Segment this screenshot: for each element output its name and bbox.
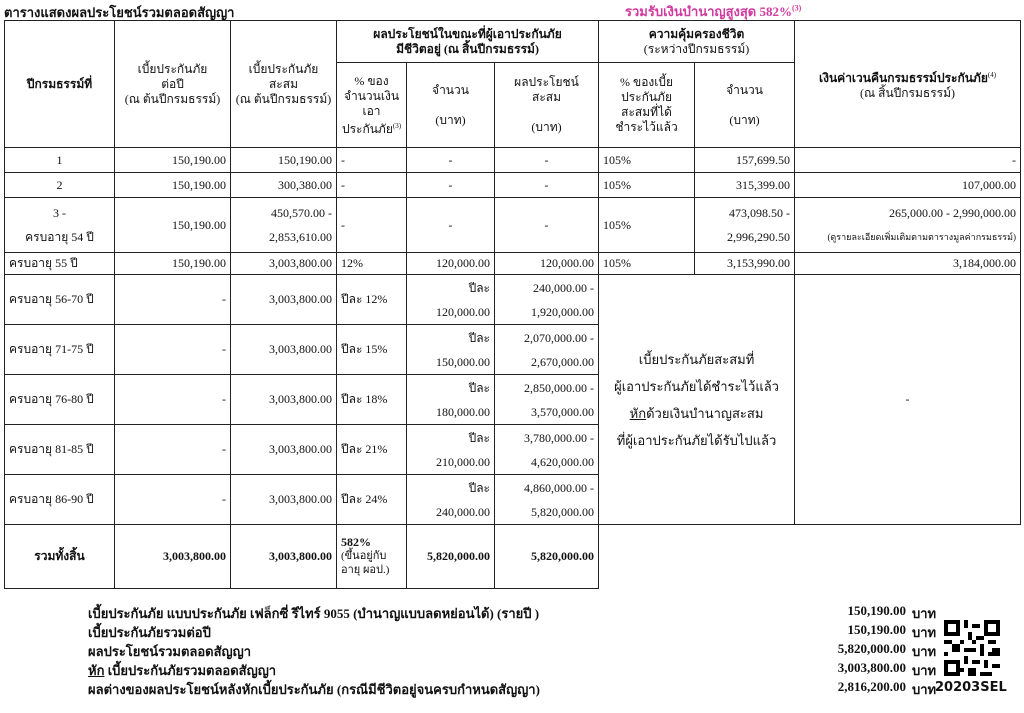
summary-unit: บาท xyxy=(912,625,937,640)
cell-year: ครบอายุ 56-70 ปี xyxy=(5,275,115,325)
cell-acc: 3,003,800.00 xyxy=(231,475,337,525)
cell-acc: 3,003,800.00 xyxy=(231,253,337,275)
cell-premium: - xyxy=(115,425,231,475)
summary-label: หัก เบี้ยประกันภัยรวมตลอดสัญญา xyxy=(88,663,277,678)
cell-year: ครบอายุ 81-85 ปี xyxy=(5,425,115,475)
cell-cover-amt: 473,098.50 - 2,996,290.50 xyxy=(695,198,795,253)
summary-label: ผลประโยชน์รวมตลอดสัญญา xyxy=(88,644,252,659)
cell-acc: 300,380.00 xyxy=(231,173,337,198)
summary-label: เบี้ยประกันภัย แบบประกันภัย เฟล็กซี่ รีไทร์ 9055 (บำนาญแบบลดหย่อนได้) (รายปี ) xyxy=(88,606,540,621)
header-cover-amt: จำนวน (บาท) xyxy=(695,63,795,148)
cell-premium: 150,190.00 xyxy=(115,198,231,253)
cell-acc: 3,003,800.00 xyxy=(231,275,337,325)
summary-value: 5,820,000.00 xyxy=(837,641,906,656)
cell-benefit: - xyxy=(495,148,599,173)
summary-row xyxy=(88,660,952,679)
cell-year: 1 xyxy=(5,148,115,173)
cell-pct: ปีละ 18% xyxy=(337,375,407,425)
cell-pct: - xyxy=(337,148,407,173)
cell-year: ครบอายุ 71-75 ปี xyxy=(5,325,115,375)
cell-surrender: 265,000.00 - 2,990,000.00 (ดูรายละเอียดเพิ่มเติมตามตารางมูลค่ากรมธรรม์) xyxy=(795,198,1021,253)
pension-note-cell: เบี้ยประกันภัยสะสมที่ ผู้เอาประกันภัยได้ชำระไว้แล้ว หักด้วยเงินบำนาญสะสม ที่ผู้เอาประกันภัยได้รับไปแล้ว xyxy=(599,275,795,525)
qr-code-icon xyxy=(944,620,1000,676)
header-alive-acc: ผลประโยชน์ สะสม (บาท) xyxy=(495,63,599,148)
cell-premium: - xyxy=(115,275,231,325)
header-year: ปีกรมธรรม์ที่ xyxy=(5,21,115,148)
total-amt: 5,820,000.00 xyxy=(407,525,495,589)
cell-benefit: 4,860,000.00 - 5,820,000.00 xyxy=(495,475,599,525)
cell-pct: 12% xyxy=(337,253,407,275)
summary-value: 2,816,200.00 xyxy=(837,679,906,694)
cell-amt: - xyxy=(407,198,495,253)
summary-unit: บาท xyxy=(912,644,937,659)
header-alive-pct: % ของ จำนวนเงิน เอา ประกันภัย$^{(3)}$ xyxy=(337,63,407,148)
page-title: ตารางแสดงผลประโยชน์รวมตลอดสัญญา xyxy=(4,5,235,20)
cell-amt: 120,000.00 xyxy=(407,253,495,275)
cell-year: ครบอายุ 55 ปี xyxy=(5,253,115,275)
cell-cover-amt: 3,153,990.00 xyxy=(695,253,795,275)
pension-surrender-cell: - xyxy=(795,275,1021,525)
cell-benefit: 2,070,000.00 - 2,670,000.00 xyxy=(495,325,599,375)
cell-premium: - xyxy=(115,375,231,425)
cell-surrender: 107,000.00 xyxy=(795,173,1021,198)
cell-pct: ปีละ 24% xyxy=(337,475,407,525)
total-premium: 3,003,800.00 xyxy=(115,525,231,589)
cell-pct: ปีละ 21% xyxy=(337,425,407,475)
table-row xyxy=(5,253,1021,275)
summary-value: 150,190.00 xyxy=(847,603,906,618)
cell-acc: 3,003,800.00 xyxy=(231,325,337,375)
cell-cover-pct: 105% xyxy=(599,148,695,173)
summary-block xyxy=(88,603,952,698)
cell-acc: 3,003,800.00 xyxy=(231,375,337,425)
table-row xyxy=(5,148,1021,173)
cell-year: 2 xyxy=(5,173,115,198)
cell-year: ครบอายุ 76-80 ปี xyxy=(5,375,115,425)
total-label: รวมทั้งสิ้น xyxy=(5,525,115,589)
cell-pct: ปีละ 12% xyxy=(337,275,407,325)
cell-cover-pct: 105% xyxy=(599,173,695,198)
header-premium-acc: เบี้ยประกันภัย สะสม (ณ ต้นปีกรมธรรม์) xyxy=(231,21,337,148)
total-acc: 3,003,800.00 xyxy=(231,525,337,589)
cell-premium: - xyxy=(115,325,231,375)
cell-benefit: - xyxy=(495,198,599,253)
total-pct: 582% (ขึ้นอยู่กับ อายุ ผอป.) xyxy=(337,525,407,589)
table-row xyxy=(5,198,1021,253)
summary-value: 3,003,800.00 xyxy=(837,660,906,675)
cell-surrender: 3,184,000.00 xyxy=(795,253,1021,275)
qr-code-label: 20203SEL xyxy=(935,680,1007,695)
cell-acc: 450,570.00 - 2,853,610.00 xyxy=(231,198,337,253)
summary-unit: บาท xyxy=(912,606,937,621)
cell-cover-amt: 315,399.00 xyxy=(695,173,795,198)
cell-pct: - xyxy=(337,173,407,198)
summary-row xyxy=(88,641,952,660)
cell-amt: ปีละ 180,000.00 xyxy=(407,375,495,425)
header-premium-year: เบี้ยประกันภัย ต่อปี (ณ ต้นปีกรมธรรม์) xyxy=(115,21,231,148)
summary-row xyxy=(88,603,952,622)
summary-unit: บาท xyxy=(912,663,937,678)
cell-cover-pct: 105% xyxy=(599,198,695,253)
summary-unit: บาท xyxy=(912,682,937,697)
header-cover-group: ความคุ้มครองชีวิต (ระหว่างปีกรมธรรม์) xyxy=(599,21,795,63)
benefit-table xyxy=(4,20,1021,589)
cell-cover-pct: 105% xyxy=(599,253,695,275)
cell-pct: ปีละ 15% xyxy=(337,325,407,375)
cell-benefit: 2,850,000.00 - 3,570,000.00 xyxy=(495,375,599,425)
summary-row xyxy=(88,679,952,698)
cell-premium: - xyxy=(115,475,231,525)
total-row xyxy=(5,525,1021,589)
total-benefit: 5,820,000.00 xyxy=(495,525,599,589)
cell-year: ครบอายุ 86-90 ปี xyxy=(5,475,115,525)
summary-label: เบี้ยประกันภัยรวมต่อปี xyxy=(88,625,211,640)
cell-benefit: - xyxy=(495,173,599,198)
cell-cover-amt: 157,699.50 xyxy=(695,148,795,173)
header-cover-pct: % ของเบี้ย ประกันภัย สะสมที่ได้ ชำระไว้แล้ว xyxy=(599,63,695,148)
summary-row xyxy=(88,622,952,641)
cell-amt: ปีละ 150,000.00 xyxy=(407,325,495,375)
cell-amt: - xyxy=(407,173,495,198)
header-surrender: เงินค่าเวนคืนกรมธรรม์ประกันภัย$^{(4)}$ (ณ สิ้นปีกรมธรรม์) xyxy=(795,21,1021,148)
max-pension-highlight: รวมรับเงินบำนาญสูงสุด 582%$^{(3)}$ xyxy=(625,3,802,19)
summary-label: ผลต่างของผลประโยชน์หลังหักเบี้ยประกันภัย (กรณีมีชีวิตอยู่จนครบกำหนดสัญญา) xyxy=(88,682,540,697)
cell-benefit: 240,000.00 - 1,920,000.00 xyxy=(495,275,599,325)
cell-year: 3 - ครบอายุ 54 ปี xyxy=(5,198,115,253)
cell-premium: 150,190.00 xyxy=(115,173,231,198)
header-alive-group: ผลประโยชน์ในขณะที่ผู้เอาประกันภัย มีชีวิตอยู่ (ณ สิ้นปีกรมธรรม์) xyxy=(337,21,599,63)
cell-benefit: 3,780,000.00 - 4,620,000.00 xyxy=(495,425,599,475)
cell-surrender: - xyxy=(795,148,1021,173)
cell-benefit: 120,000.00 xyxy=(495,253,599,275)
table-row xyxy=(5,173,1021,198)
cell-amt: ปีละ 120,000.00 xyxy=(407,275,495,325)
cell-premium: 150,190.00 xyxy=(115,148,231,173)
cell-acc: 3,003,800.00 xyxy=(231,425,337,475)
cell-amt: ปีละ 240,000.00 xyxy=(407,475,495,525)
cell-amt: ปีละ 210,000.00 xyxy=(407,425,495,475)
cell-amt: - xyxy=(407,148,495,173)
summary-value: 150,190.00 xyxy=(847,622,906,637)
cell-pct: - xyxy=(337,198,407,253)
header-alive-amt: จำนวน (บาท) xyxy=(407,63,495,148)
table-row xyxy=(5,275,1021,325)
cell-premium: 150,190.00 xyxy=(115,253,231,275)
cell-acc: 150,190.00 xyxy=(231,148,337,173)
